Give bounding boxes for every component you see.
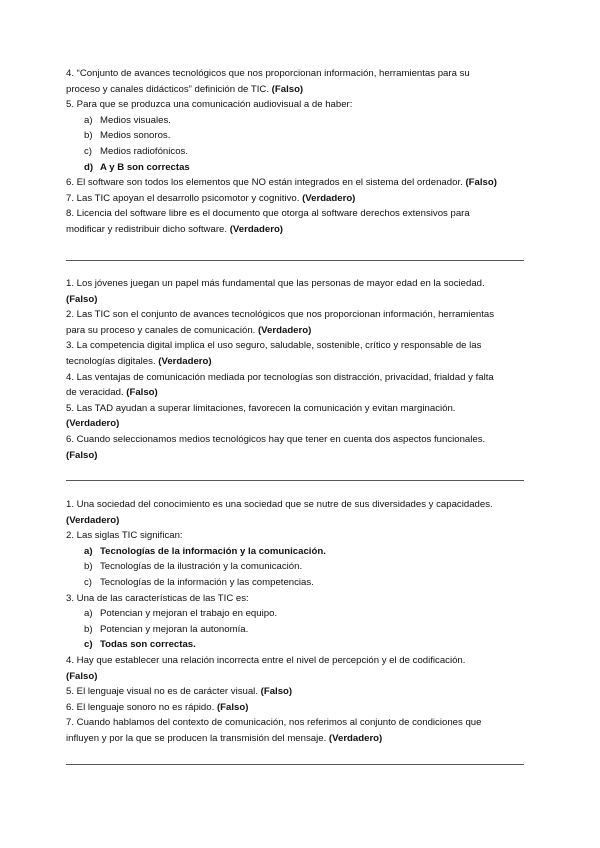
text-line [66,222,524,238]
answer-label: (Verdadero) [328,732,383,744]
option-text: Medios visuales. [100,114,171,126]
option-item [66,559,524,575]
text-line [66,385,524,401]
text-line [66,97,524,113]
answer-label: (Falso) [66,293,98,305]
line-text: tecnologías digitales. [66,355,159,367]
option-text: Tecnologías de la información y la comunicación. [100,545,326,557]
option-item [66,113,524,129]
line-text: 7. Cuando hablamos del contexto de comunicación, nos referimos al conjunto de condiciones que [66,717,482,729]
line-text: 7. Las TIC apoyan el desarrollo psicomotor y cognitivo. [66,192,303,204]
answer-label: (Verdadero) [257,324,312,336]
option-item [66,128,524,144]
option-text: Todas son correctas. [100,639,196,651]
answer-label: (Falso) [216,701,249,713]
text-line [66,276,524,292]
line-text: 6. Cuando seleccionamos medios tecnológicos hay que tener en cuenta dos aspectos funcionales. [66,433,486,445]
line-text: de veracidad. [66,387,127,399]
text-line [66,448,524,464]
line-text: 4. Hay que establecer una relación incorrecta entre el nivel de percepción y el de codificación. [66,654,466,666]
option-item [66,144,524,160]
text-line [66,528,524,544]
line-text: 2. Las TIC son el conjunto de avances tecnológicos que nos proporcionan información, herramientas [66,309,495,321]
text-line [66,66,524,82]
text-line [66,307,524,323]
option-letter: c) [84,576,92,588]
section-1 [66,66,524,238]
answer-label: (Verdadero) [66,418,120,430]
line-text: 6. El software son todos los elementos que NO están integrados en el sistema del ordenador. [66,177,466,189]
option-letter: a) [84,545,93,557]
text-line [66,82,524,98]
option-item [66,637,524,653]
text-line [66,416,524,432]
option-item [66,544,524,560]
option-letter: d) [84,161,94,173]
option-letter: c) [84,639,93,651]
text-line [66,513,524,529]
text-line [66,591,524,607]
answer-label: (Falso) [66,670,98,682]
line-text: 1. Una sociedad del conocimiento es una sociedad que se nutre de sus diversidades y capacidades. [66,499,493,510]
text-line [66,175,524,191]
line-text: 5. Para que se produzca una comunicación audiovisual a de haber: [66,99,353,111]
answer-label: (Verdadero) [158,355,212,367]
option-item [66,606,524,622]
text-line [66,684,524,700]
section-divider-2 [66,480,524,481]
section-2 [66,276,524,463]
section-divider-3 [66,764,524,765]
option-text: Medios radiofónicos. [100,145,188,157]
text-line [66,653,524,669]
text-line [66,292,524,308]
option-text: Medios sonoros. [100,130,171,142]
answer-label: (Verdadero) [229,223,284,235]
section-3 [66,497,524,747]
answer-label: (Falso) [271,83,304,95]
option-text: Tecnologías de la ilustración y la comunicación. [100,561,303,573]
text-line [66,700,524,716]
section-divider-1 [66,260,524,261]
option-text: Potencian y mejoran la autonomía. [100,623,249,635]
option-letter: b) [84,130,93,142]
text-line [66,401,524,417]
answer-label: (Falso) [126,387,158,399]
text-line [66,191,524,207]
line-text: 4. Las ventajas de comunicación mediada por tecnologías son distracción, privacidad, frialdad y falta [66,371,494,383]
line-text: 3. La competencia digital implica el uso seguro, saludable, sostenible, crítico y responsable de las [66,340,482,352]
line-text: para su proceso y canales de comunicación. [66,324,258,336]
line-text: proceso y canales didácticos” definición de TIC. [66,83,272,95]
option-letter: a) [84,608,93,620]
text-line [66,731,524,747]
option-text: A y B son correctas [100,161,190,173]
option-letter: b) [84,623,93,635]
text-line [66,715,524,731]
answer-label: (Falso) [465,177,497,189]
text-line [66,432,524,448]
line-text: 1. Los jóvenes juegan un papel más fundamental que las personas de mayor edad en la sociedad. [66,278,485,289]
line-text: 2. Las siglas TIC significan: [66,530,183,542]
text-line [66,206,524,222]
line-text: 8. Licencia del software libre es el documento que otorga al software derechos extensivos para [66,208,470,220]
answer-label: (Verdadero) [66,514,120,526]
option-item [66,622,524,638]
answer-label: (Falso) [66,449,98,461]
option-letter: b) [84,561,93,573]
line-text: influyen y por la que se producen la transmisión del mensaje. [66,732,329,744]
option-item [66,160,524,176]
line-text: 5. El lenguaje visual no es de carácter visual. [66,686,261,698]
text-line [66,323,524,339]
line-text: 6. El lenguaje sonoro no es rápido. [66,701,217,713]
text-line [66,354,524,370]
answer-label: (Verdadero) [302,192,356,204]
text-line [66,338,524,354]
option-letter: a) [84,114,93,126]
line-text: 4. “Conjunto de avances tecnológicos que nos proporcionan información, herramientas para su [66,68,470,79]
option-item [66,575,524,591]
text-line [66,497,524,513]
option-text: Potencian y mejoran el trabajo en equipo. [100,608,278,620]
line-text: 5. Las TAD ayudan a superar limitaciones, favorecen la comunicación y evitan marginación. [66,402,456,414]
option-letter: c) [84,145,92,157]
line-text: 3. Una de las características de las TIC es: [66,592,249,604]
option-text: Tecnologías de la información y las competencias. [100,576,314,588]
answer-label: (Falso) [260,686,293,698]
text-line [66,669,524,685]
line-text: modificar y redistribuir dicho software. [66,223,230,235]
text-line [66,370,524,386]
